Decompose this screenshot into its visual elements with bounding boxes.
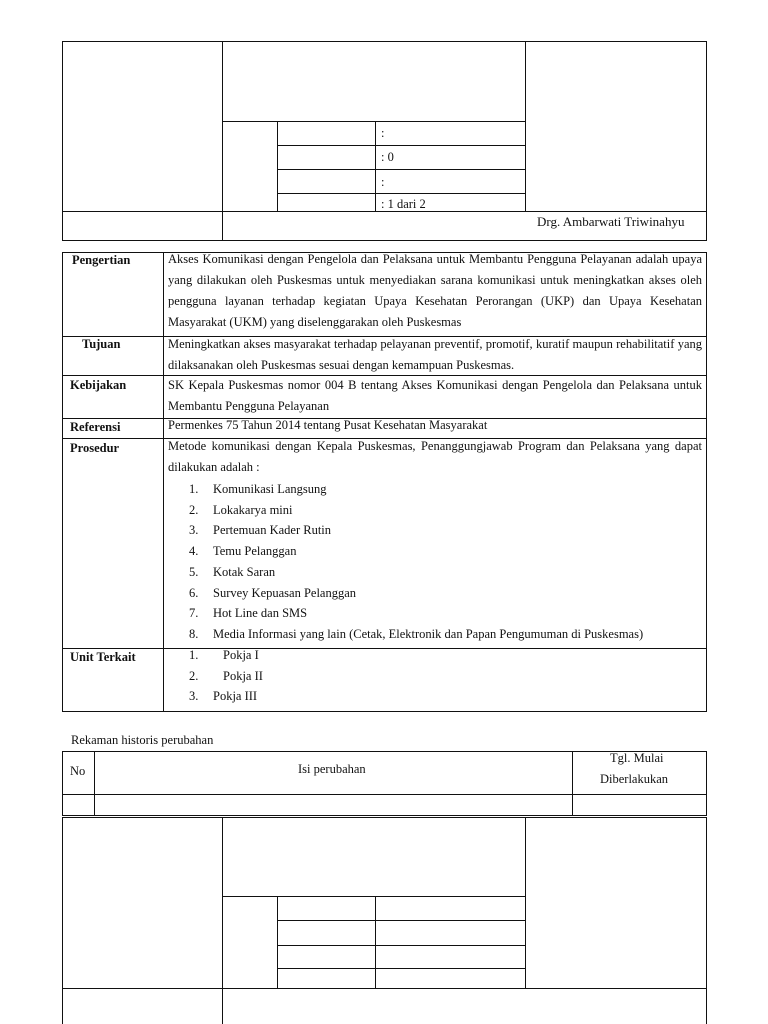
list-item: 7. Hot Line dan SMS	[189, 606, 308, 621]
text-pengertian: Akses Komunikasi dengan Pengelola dan Pelaksana untuk Membantu Pengguna Pelayanan adalah upaya yang dilakukan oleh Puskesmas untuk menyediakan sarana komunikasi untuk meningkatkan akses oleh pengguna layanan terhadap kegiatan Upaya Kesehatan Perorangan (UKP) dan Upaya Kesehatan Masyarakat (UKM) yang diselenggarakan oleh Puskesmas	[168, 252, 702, 329]
label-pengertian: Pengertian	[72, 253, 131, 267]
label-unit-terkait: Unit Terkait	[70, 650, 136, 664]
list-item: 3. Pokja III	[189, 689, 258, 704]
text-referensi: Permenkes 75 Tahun 2014 tentang Pusat Kesehatan Masyarakat	[168, 418, 488, 432]
history-col-tgl-line1: Tgl. Mulai	[610, 751, 664, 765]
label-tujuan: Tujuan	[82, 337, 121, 351]
header-row-2-value: : 0	[381, 150, 394, 164]
label-prosedur: Prosedur	[70, 441, 120, 455]
text-kebijakan: SK Kepala Puskesmas nomor 004 B tentang Akses Komunikasi dengan Pengelola dan Pelaksana untuk Membantu Pengguna Pelayanan	[168, 378, 702, 413]
text-prosedur-intro: Metode komunikasi dengan Kepala Puskesmas, Penanggungjawab Program dan Pelaksana yang dapat dilakukan adalah :	[168, 439, 702, 474]
text-tujuan: Meningkatkan akses masyarakat terhadap pelayanan preventif, promotif, kuratif maupun rehabilitatif yang dilaksanakan oleh Puskesmas sesuai dengan kemampuan Puskesmas.	[168, 337, 702, 372]
list-item: 6. Survey Kepuasan Pelanggan	[189, 585, 357, 600]
header-row-4-value: : 1 dari 2	[381, 197, 426, 211]
list-item: 4. Temu Pelanggan	[189, 544, 297, 559]
list-item: 3. Pertemuan Kader Rutin	[189, 523, 332, 538]
history-col-isi: Isi perubahan	[298, 762, 366, 776]
list-item: 2. Lokakarya mini	[189, 502, 293, 517]
prosedur-list	[189, 479, 643, 645]
label-kebijakan: Kebijakan	[70, 378, 127, 392]
list-item: 8. Media Informasi yang lain (Cetak, Elektronik dan Papan Pengumuman di Puskesmas)	[189, 626, 644, 641]
label-referensi: Referensi	[70, 420, 121, 434]
list-item: 1. Komunikasi Langsung	[189, 482, 327, 496]
history-col-no: No	[70, 764, 86, 778]
header-row-3-value: :	[381, 175, 385, 189]
list-item: 5. Kotak Saran	[189, 564, 276, 579]
unit-terkait-list	[189, 645, 263, 707]
history-title: Rekaman historis perubahan	[71, 733, 214, 747]
signer-name: Drg. Ambarwati Triwinahyu	[537, 214, 685, 229]
header-row-1-value: :	[381, 126, 385, 140]
list-item: 1. Pokja I	[189, 648, 259, 662]
history-col-tgl-line2: Diberlakukan	[600, 772, 669, 786]
list-item: 2. Pokja II	[189, 668, 263, 683]
